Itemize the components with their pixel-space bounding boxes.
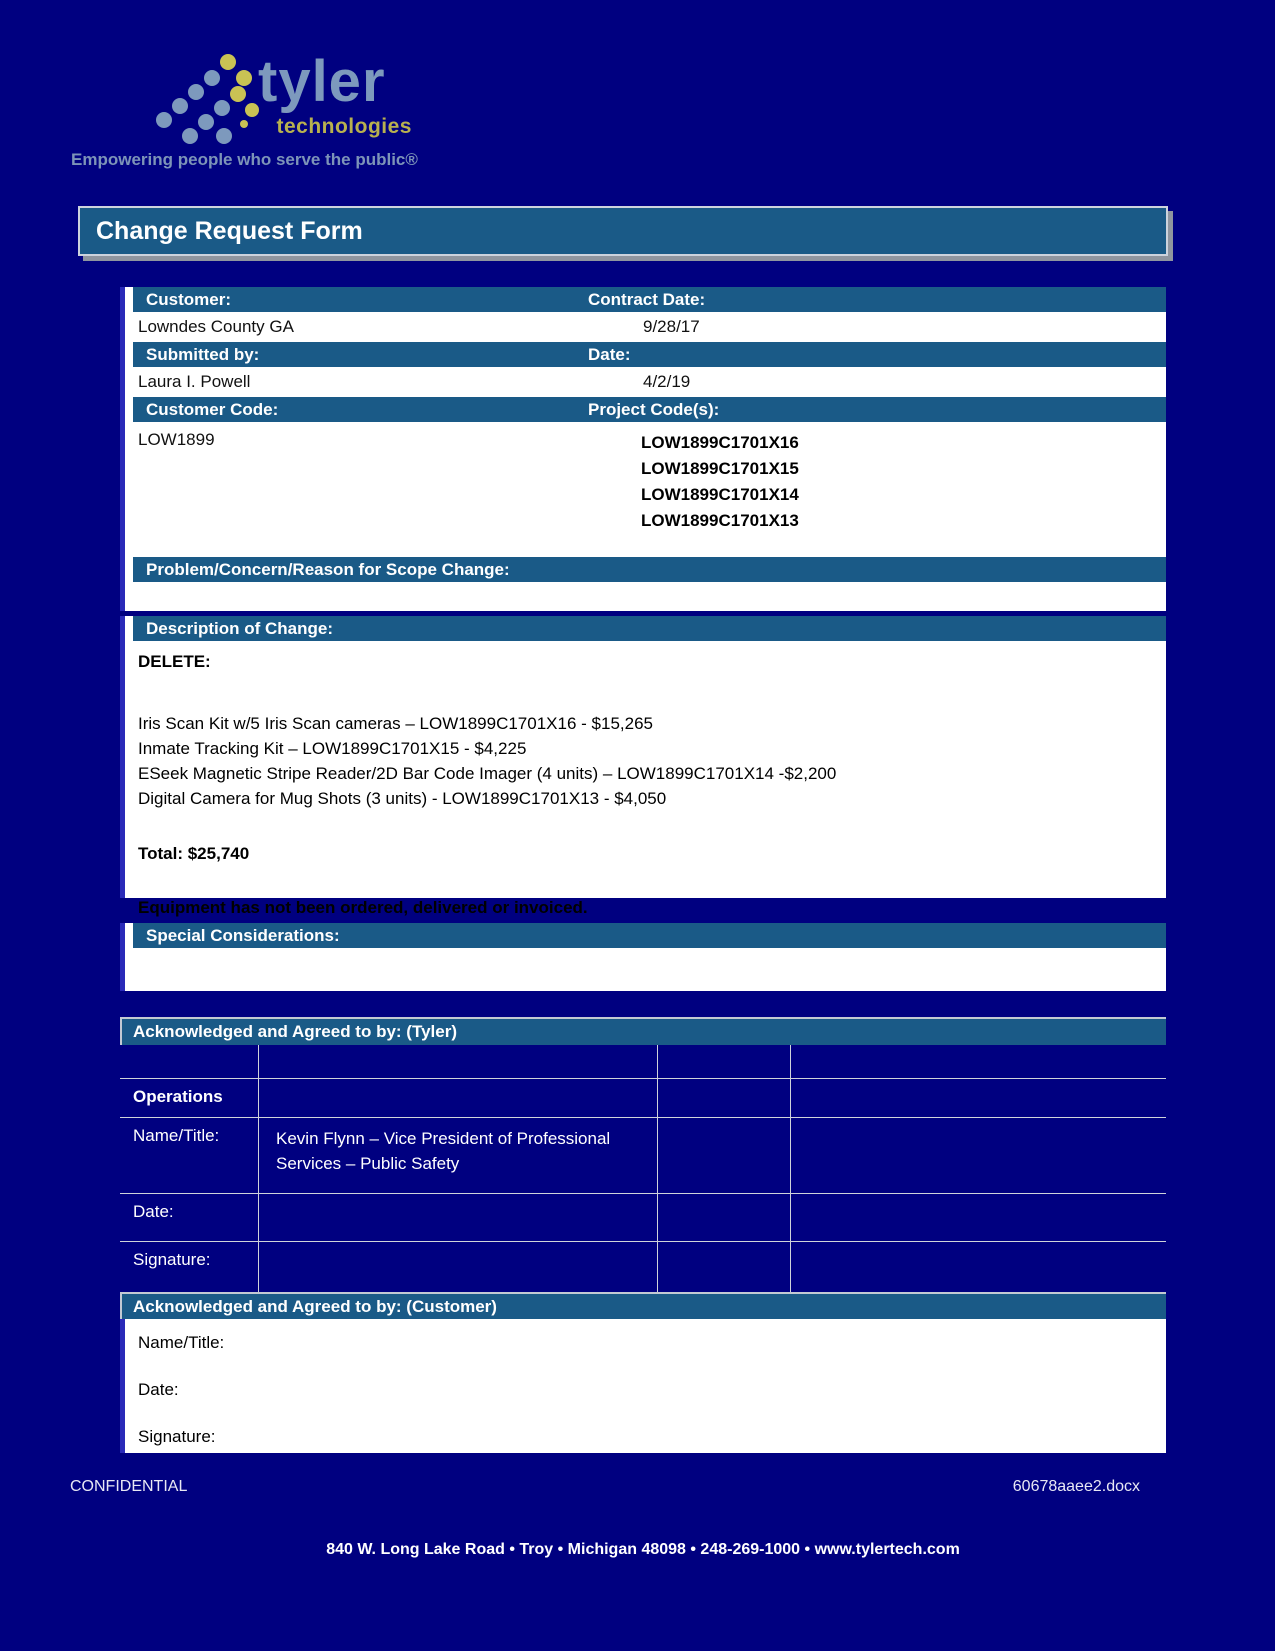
customer-code-label: Customer Code: [146, 399, 279, 419]
tyler-date-label: Date: [133, 1202, 174, 1221]
header-row-codes [120, 397, 1166, 422]
project-codes-list [588, 422, 799, 557]
tyler-ack-row-operations [120, 1079, 1166, 1118]
description-total: Total: $25,740 [138, 844, 250, 863]
project-code: LOW1899C1701X14 [641, 485, 799, 504]
customer-name-title-label: Name/Title: [138, 1333, 225, 1352]
form-title: Change Request Form [96, 216, 363, 245]
tyler-name-title-value: Kevin Flynn – Vice President of Professional Services – Public Safety [276, 1129, 611, 1173]
description-item: Iris Scan Kit w/5 Iris Scan cameras – LOW1899C1701X16 - $15,265 [138, 714, 653, 733]
special-section-label: Special Considerations: [146, 925, 340, 945]
header-row-submitted [120, 342, 1166, 367]
value-row-submitted [120, 367, 1166, 397]
value-row-codes [120, 422, 1166, 557]
contract-date-label: Contract Date: [588, 289, 706, 309]
customer-date-label: Date: [138, 1380, 179, 1399]
operations-label: Operations [133, 1087, 223, 1106]
project-codes-label: Project Code(s): [588, 399, 720, 419]
contract-date-value: 9/28/17 [643, 317, 700, 336]
tyler-logo [0, 0, 500, 190]
header-row-customer [120, 287, 1166, 312]
description-section-field [120, 641, 1166, 917]
description-items [138, 711, 1150, 811]
problem-section-field [120, 582, 1166, 611]
company-address: 840 W. Long Lake Road • Troy • Michigan 48098 • 248-269-1000 • www.tylertech.com [326, 1541, 960, 1558]
confidential-label: CONFIDENTIAL [70, 1478, 188, 1495]
tyler-ack-row-date [120, 1194, 1166, 1242]
customer-ack-fields [120, 1319, 1166, 1453]
brand-name: tyler [258, 49, 386, 114]
brand-tagline: Empowering people who serve the public® [71, 150, 418, 169]
description-intro: DELETE: [138, 652, 211, 671]
project-code: LOW1899C1701X15 [641, 459, 799, 478]
form-title-bar [78, 206, 1168, 256]
date-label: Date: [588, 344, 631, 364]
tyler-ack-row-empty [120, 1045, 1166, 1079]
special-section-field [120, 948, 1166, 991]
description-item: Digital Camera for Mug Shots (3 units) - LOW1899C1701X13 - $4,050 [138, 789, 667, 808]
customer-signature-label: Signature: [138, 1427, 216, 1446]
customer-label: Customer: [146, 289, 232, 309]
submitted-by-value: Laura I. Powell [138, 372, 251, 391]
customer-ack-header [120, 1292, 1166, 1319]
document-filename: 60678aaee2.docx [1012, 1478, 1140, 1495]
form-body [120, 287, 1166, 1453]
project-code: LOW1899C1701X13 [641, 511, 799, 530]
tyler-ack-row-signature [120, 1242, 1166, 1292]
tyler-name-title-label: Name/Title: [133, 1126, 220, 1145]
project-code: LOW1899C1701X16 [641, 433, 799, 452]
description-item: ESeek Magnetic Stripe Reader/2D Bar Code Imager (4 units) – LOW1899C1701X14 -$2,200 [138, 764, 837, 783]
tyler-ack-row-name [120, 1118, 1166, 1194]
customer-code-value: LOW1899 [138, 430, 215, 449]
tyler-ack-header [120, 1017, 1166, 1045]
description-note: Equipment has not been ordered, delivered or invoiced. [138, 898, 588, 917]
customer-ack-label: Acknowledged and Agreed to by: (Customer) [133, 1296, 497, 1316]
brand-subname: technologies [276, 115, 412, 138]
special-section-header [120, 923, 1166, 948]
value-row-customer [120, 312, 1166, 342]
tyler-signature-label: Signature: [133, 1250, 211, 1269]
description-section-label: Description of Change: [146, 618, 334, 638]
problem-section-label: Problem/Concern/Reason for Scope Change: [146, 559, 510, 579]
description-item: Inmate Tracking Kit – LOW1899C1701X15 - $4,225 [138, 739, 527, 758]
submitted-by-label: Submitted by: [146, 344, 260, 364]
tyler-ack-label: Acknowledged and Agreed to by: (Tyler) [133, 1022, 457, 1041]
date-value: 4/2/19 [643, 372, 691, 391]
tyler-ack-table [120, 1045, 1166, 1292]
problem-section-header [120, 557, 1166, 582]
customer-value: Lowndes County GA [138, 317, 294, 336]
description-section-header [120, 616, 1166, 641]
